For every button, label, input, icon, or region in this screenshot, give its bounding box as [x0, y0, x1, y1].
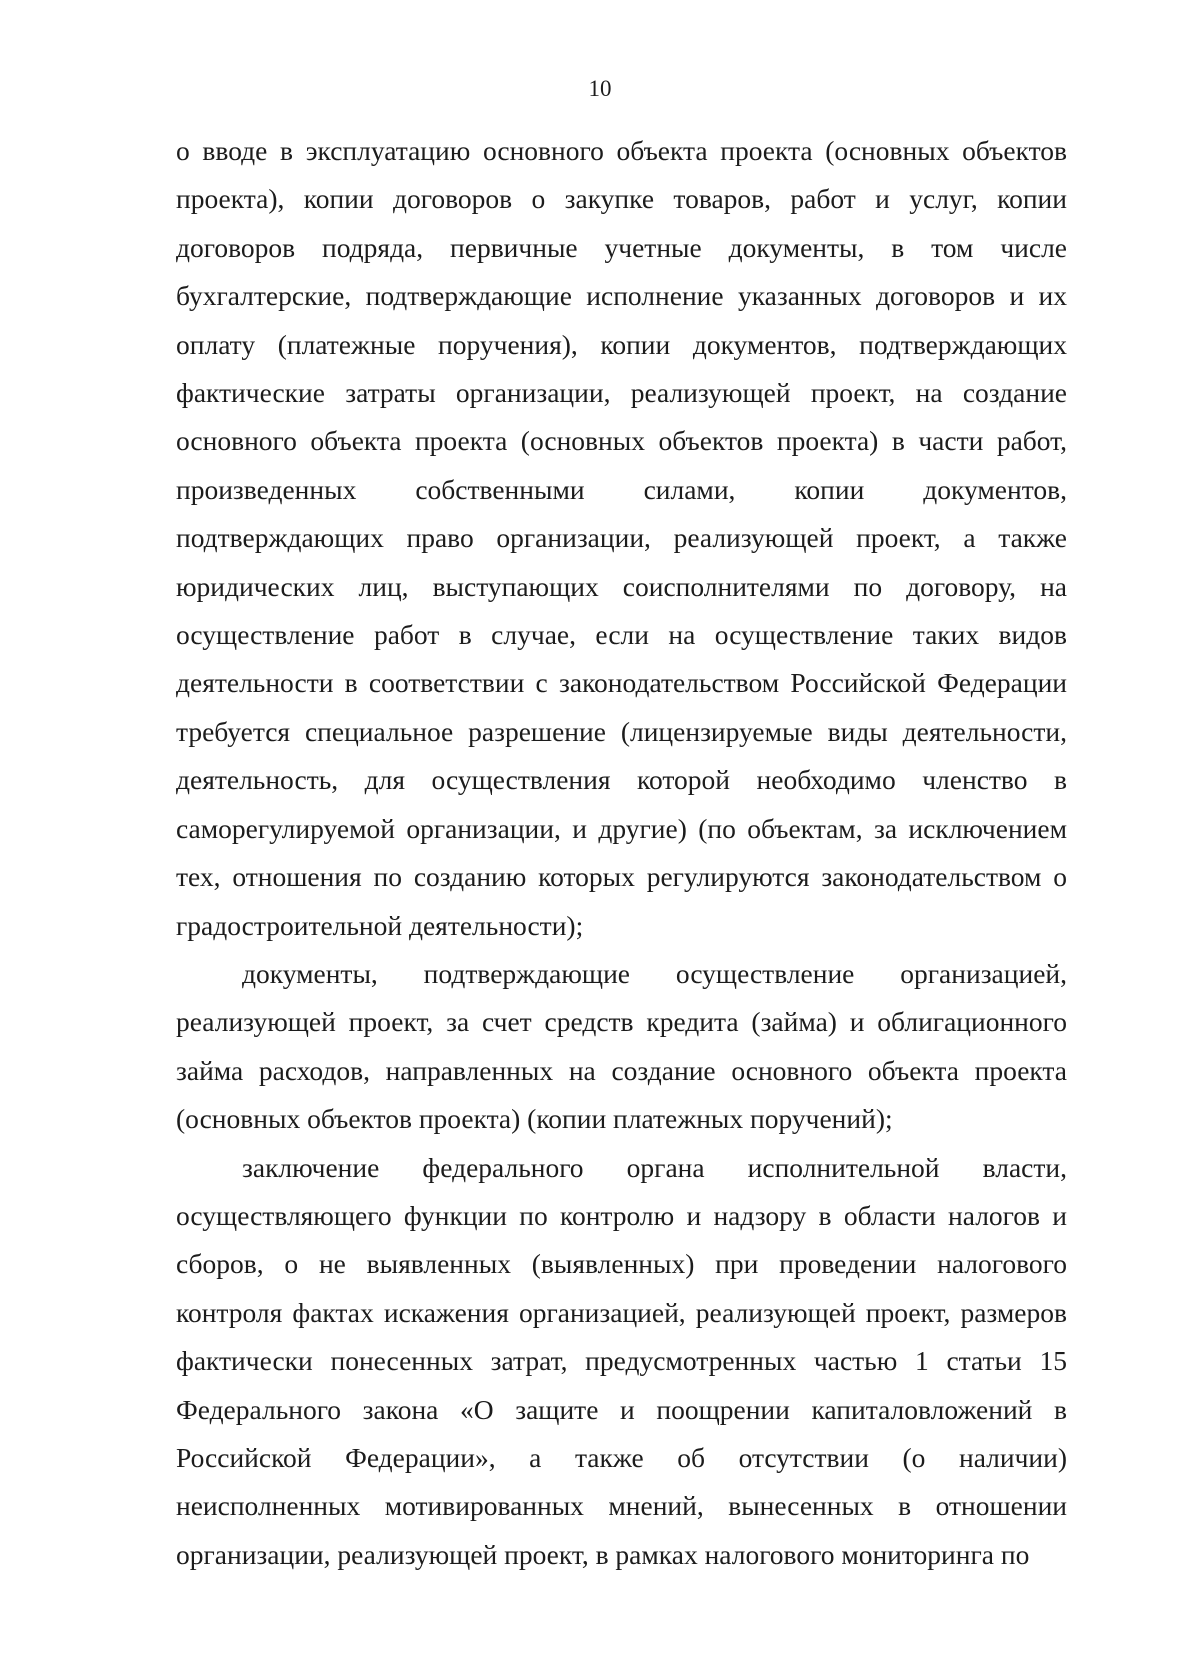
page-number: 10: [588, 76, 612, 101]
paragraph-continuation: о вводе в эксплуатацию основного объекта проекта (основных объектов проекта), копии договоров о закупке товаров, работ и услуг, копии договоров подряда, первичные учетные документы, в том числе бухгалтерские, подтверждающие исполнение указанных договоров и их оплату (платежные поручения), копии документов, подтверждающих фактические затраты организации, реализующей проект, на создание основного объекта проекта (основных объектов проекта) в части работ, произведенных собственными силами, копии документов, подтверждающих право организации, реализующей проект, а также юридических лиц, выступающих соисполнителями по договору, на осуществление работ в случае, если на осуществление таких видов деятельности в соответствии с законодательством Российской Федерации требуется специальное разрешение (лицензируемые виды деятельности, деятельность, для осуществления которой необходимо членство в саморегулируемой организации, и другие) (по объектам, за исключением тех, отношения по созданию которых регулируются законодательством о градостроительной деятельности);: [176, 135, 1067, 941]
paragraph-tax-authority-conclusion: заключение федерального органа исполнительной власти, осуществляющего функции по контролю и надзору в области налогов и сборов, о не выявленных (выявленных) при проведении налогового контроля фактах искажения организацией, реализующей проект, размеров фактически понесенных затрат, предусмотренных частью 1 статьи 15 Федерального закона «О защите и поощрении капиталовложений в Российской Федерации», а также об отсутствии (о наличии) неисполненных мотивированных мнений, вынесенных в отношении организации, реализующей проект, в рамках налогового мониторинга по: [176, 1151, 1067, 1570]
document-body: [176, 127, 1067, 1579]
paragraph-payment-documents: документы, подтверждающие осуществление организацией, реализующей проект, за счет средств кредита (займа) и облигационного займа расходов, направленных на создание основного объекта проекта (основных объектов проекта) (копии платежных поручений);: [176, 957, 1067, 1135]
